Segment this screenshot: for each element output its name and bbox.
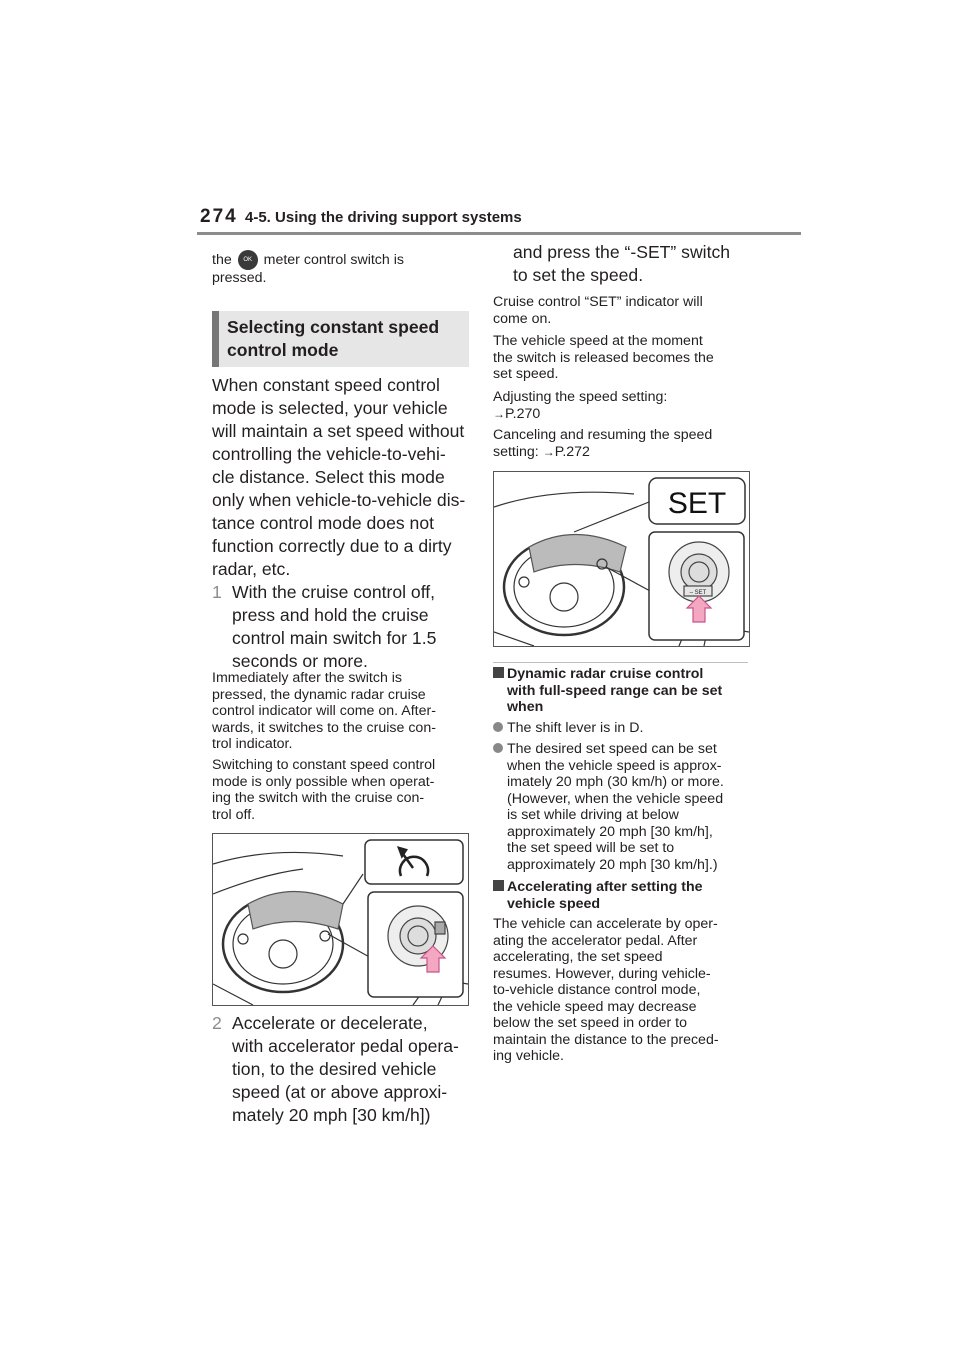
- section-divider: [493, 662, 748, 663]
- arrow-icon: →: [493, 406, 505, 421]
- minus-set-label: – SET: [689, 590, 707, 596]
- step-2-continued: and press the “-SET” switch to set the speed.: [513, 242, 731, 285]
- cancel-resume-ref: Canceling and resuming the speed setting: →P.272: [493, 427, 713, 460]
- intro-before: the: [212, 251, 232, 268]
- accelerating-description: The vehicle can accelerate by oper- ating the accelerator pedal. After accelerating, the set speed resumes. However, during vehicle- to-vehicle distance control mode, the vehicle speed may decrease below the set speed in order to maintain the distance to the preced- ing vehicle.: [493, 916, 719, 1064]
- ok-button-icon: OK: [238, 250, 258, 270]
- intro-text: [212, 250, 470, 287]
- page-link-272[interactable]: P.272: [554, 443, 590, 460]
- section-heading: [212, 311, 469, 367]
- page-number: 274: [200, 206, 238, 227]
- heading-line2: control mode: [227, 340, 339, 360]
- bullet-shift-lever: The shift lever is in D.: [493, 720, 753, 737]
- section-title: 4-5. Using the driving support systems: [245, 209, 522, 226]
- intro-line2: pressed.: [212, 270, 267, 286]
- header-rule: [197, 232, 801, 235]
- heading-line1: Selecting constant speed: [227, 317, 440, 337]
- note-switching: Switching to constant speed control mode is only possible when operat- ing the switch with the cruise con- trol off.: [212, 757, 436, 823]
- set-switch-figure: [493, 471, 750, 647]
- bullet-set-speed: The desired set speed can be set when the vehicle speed is approx- imately 20 mph (30 km/h) or more. (However, when the vehicle speed is set while driving at below approximately 20 mph [30 km/h], the set speed will be set to approximately 20 mph [30 km/h].): [493, 741, 753, 873]
- cruise-switch-figure: [212, 833, 469, 1006]
- note-set-speed: The vehicle speed at the moment the switch is released becomes the set speed.: [493, 333, 714, 382]
- page-link-270[interactable]: P.270: [505, 405, 541, 422]
- steering-wheel-illustration: [213, 834, 468, 1005]
- bullet-icon: [493, 743, 503, 753]
- step-number: 2: [212, 1013, 222, 1033]
- set-label: SET: [667, 487, 727, 520]
- square-bullet-icon: [493, 667, 504, 678]
- steering-wheel-set-illustration: [494, 472, 749, 646]
- step-number: 1: [212, 582, 222, 602]
- mode-description: When constant speed control mode is selected, your vehicle will maintain a set speed without controlling the vehicle-to-vehi- cle distance. Select this mode only when vehicle-to-vehicle dis- tance control mode does not function correctly due to a dirty radar, etc.: [212, 375, 466, 579]
- cruise-icon-callout: [365, 840, 463, 884]
- arrow-icon: →: [542, 444, 555, 459]
- step-2: 2 Accelerate or decelerate, with accelerator pedal opera- tion, to the desired vehicle speed (at or above approxi- mately 20 mph [30 km/h]): [212, 1013, 459, 1125]
- step-1: 1 With the cruise control off, press and hold the cruise control main switch for 1.5 seconds or more.: [212, 582, 437, 671]
- note-indicator: Immediately after the switch is pressed, the dynamic radar cruise control indicator will come on. After- wards, it switches to the cruise con- trol indicator.: [212, 670, 436, 752]
- square-bullet-icon: [493, 880, 504, 891]
- heading-accelerating: Accelerating after setting the vehicle speed: [493, 879, 753, 912]
- adjust-speed-ref: Adjusting the speed setting: →P.270: [493, 389, 668, 422]
- note-set-indicator: Cruise control “SET” indicator will come on.: [493, 294, 703, 327]
- bullet-icon: [493, 722, 503, 732]
- heading-full-speed: Dynamic radar cruise control with full-speed range can be set when: [493, 666, 753, 716]
- intro-after: meter control switch is: [263, 251, 404, 268]
